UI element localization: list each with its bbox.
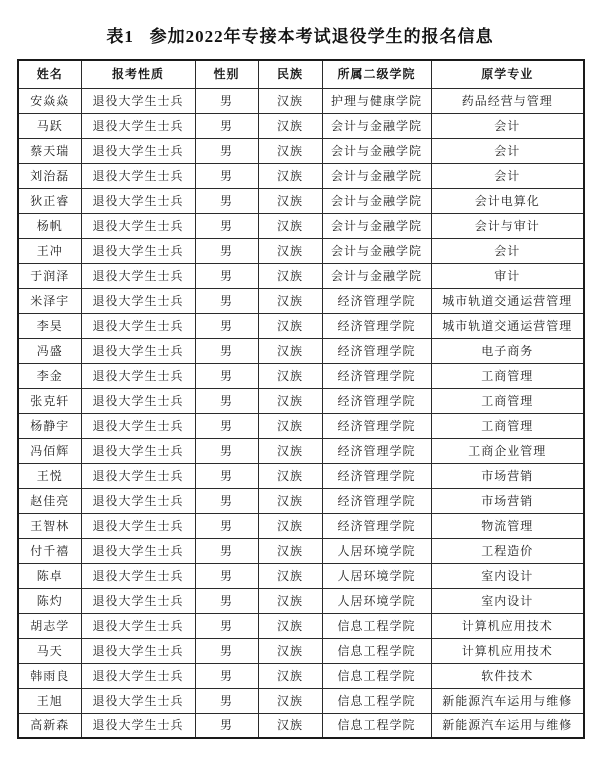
cell-ethnicity: 汉族 [258, 688, 322, 713]
cell-college: 会计与金融学院 [322, 138, 431, 163]
table-body [18, 88, 584, 738]
cell-name: 于润泽 [18, 263, 81, 288]
header-cell-major: 原学专业 [431, 60, 584, 88]
table-row [18, 613, 584, 638]
cell-college: 信息工程学院 [322, 713, 431, 738]
table-row [18, 638, 584, 663]
cell-gender: 男 [195, 238, 258, 263]
cell-original-major: 会计 [431, 163, 584, 188]
cell-original-major: 会计 [431, 238, 584, 263]
cell-original-major: 电子商务 [431, 338, 584, 363]
cell-original-major: 工商管理 [431, 413, 584, 438]
cell-original-major: 会计电算化 [431, 188, 584, 213]
cell-gender: 男 [195, 588, 258, 613]
cell-application-type: 退役大学生士兵 [81, 638, 195, 663]
table-row [18, 338, 584, 363]
cell-college: 会计与金融学院 [322, 263, 431, 288]
header-cell-name: 姓名 [18, 60, 81, 88]
cell-name: 付千禧 [18, 538, 81, 563]
cell-original-major: 工程造价 [431, 538, 584, 563]
table-row [18, 563, 584, 588]
cell-ethnicity: 汉族 [258, 638, 322, 663]
cell-name: 王旭 [18, 688, 81, 713]
cell-ethnicity: 汉族 [258, 113, 322, 138]
cell-original-major: 软件技术 [431, 663, 584, 688]
cell-application-type: 退役大学生士兵 [81, 563, 195, 588]
cell-original-major: 工商企业管理 [431, 438, 584, 463]
cell-gender: 男 [195, 288, 258, 313]
cell-college: 护理与健康学院 [322, 88, 431, 113]
cell-college: 经济管理学院 [322, 488, 431, 513]
cell-ethnicity: 汉族 [258, 413, 322, 438]
cell-application-type: 退役大学生士兵 [81, 363, 195, 388]
cell-application-type: 退役大学生士兵 [81, 413, 195, 438]
table-row [18, 313, 584, 338]
cell-original-major: 室内设计 [431, 588, 584, 613]
cell-gender: 男 [195, 188, 258, 213]
cell-original-major: 城市轨道交通运营管理 [431, 313, 584, 338]
cell-application-type: 退役大学生士兵 [81, 588, 195, 613]
cell-college: 会计与金融学院 [322, 113, 431, 138]
cell-original-major: 会计 [431, 113, 584, 138]
table-row [18, 713, 584, 738]
registration-table [17, 59, 585, 739]
table-row [18, 213, 584, 238]
cell-gender: 男 [195, 338, 258, 363]
cell-gender: 男 [195, 563, 258, 588]
cell-original-major: 药品经营与管理 [431, 88, 584, 113]
cell-original-major: 会计 [431, 138, 584, 163]
table-row [18, 413, 584, 438]
cell-gender: 男 [195, 113, 258, 138]
cell-application-type: 退役大学生士兵 [81, 88, 195, 113]
cell-application-type: 退役大学生士兵 [81, 463, 195, 488]
cell-name: 冯盛 [18, 338, 81, 363]
cell-original-major: 计算机应用技术 [431, 638, 584, 663]
table-row [18, 238, 584, 263]
table-row [18, 488, 584, 513]
cell-application-type: 退役大学生士兵 [81, 213, 195, 238]
cell-gender: 男 [195, 638, 258, 663]
cell-college: 信息工程学院 [322, 688, 431, 713]
cell-ethnicity: 汉族 [258, 313, 322, 338]
cell-name: 杨静宇 [18, 413, 81, 438]
table-row [18, 588, 584, 613]
cell-college: 人居环境学院 [322, 563, 431, 588]
cell-application-type: 退役大学生士兵 [81, 163, 195, 188]
cell-college: 经济管理学院 [322, 363, 431, 388]
cell-name: 米泽宇 [18, 288, 81, 313]
cell-gender: 男 [195, 413, 258, 438]
cell-ethnicity: 汉族 [258, 463, 322, 488]
cell-college: 会计与金融学院 [322, 163, 431, 188]
cell-ethnicity: 汉族 [258, 388, 322, 413]
cell-application-type: 退役大学生士兵 [81, 388, 195, 413]
table-row [18, 88, 584, 113]
cell-college: 经济管理学院 [322, 313, 431, 338]
cell-application-type: 退役大学生士兵 [81, 338, 195, 363]
cell-gender: 男 [195, 363, 258, 388]
table-row [18, 463, 584, 488]
cell-ethnicity: 汉族 [258, 488, 322, 513]
cell-gender: 男 [195, 513, 258, 538]
cell-name: 蔡天瑞 [18, 138, 81, 163]
table-row [18, 688, 584, 713]
cell-ethnicity: 汉族 [258, 238, 322, 263]
cell-original-major: 城市轨道交通运营管理 [431, 288, 584, 313]
cell-name: 刘治磊 [18, 163, 81, 188]
header-cell-ethnic: 民族 [258, 60, 322, 88]
cell-college: 人居环境学院 [322, 538, 431, 563]
cell-college: 经济管理学院 [322, 463, 431, 488]
cell-college: 经济管理学院 [322, 388, 431, 413]
cell-college: 经济管理学院 [322, 288, 431, 313]
cell-college: 经济管理学院 [322, 413, 431, 438]
cell-college: 经济管理学院 [322, 513, 431, 538]
table-row [18, 388, 584, 413]
cell-college: 信息工程学院 [322, 638, 431, 663]
cell-college: 会计与金融学院 [322, 238, 431, 263]
cell-gender: 男 [195, 138, 258, 163]
cell-gender: 男 [195, 388, 258, 413]
cell-gender: 男 [195, 613, 258, 638]
cell-original-major: 计算机应用技术 [431, 613, 584, 638]
cell-ethnicity: 汉族 [258, 438, 322, 463]
cell-college: 会计与金融学院 [322, 188, 431, 213]
cell-gender: 男 [195, 88, 258, 113]
cell-original-major: 市场营销 [431, 488, 584, 513]
cell-name: 王智林 [18, 513, 81, 538]
table-row [18, 188, 584, 213]
cell-application-type: 退役大学生士兵 [81, 713, 195, 738]
cell-application-type: 退役大学生士兵 [81, 188, 195, 213]
cell-application-type: 退役大学生士兵 [81, 488, 195, 513]
cell-original-major: 工商管理 [431, 363, 584, 388]
cell-name: 陈灼 [18, 588, 81, 613]
cell-name: 赵佳亮 [18, 488, 81, 513]
table-row [18, 538, 584, 563]
cell-name: 王悦 [18, 463, 81, 488]
cell-ethnicity: 汉族 [258, 138, 322, 163]
cell-original-major: 新能源汽车运用与维修 [431, 713, 584, 738]
cell-ethnicity: 汉族 [258, 538, 322, 563]
cell-name: 马跃 [18, 113, 81, 138]
cell-name: 李金 [18, 363, 81, 388]
cell-ethnicity: 汉族 [258, 338, 322, 363]
table-row [18, 288, 584, 313]
cell-ethnicity: 汉族 [258, 613, 322, 638]
cell-original-major: 物流管理 [431, 513, 584, 538]
cell-application-type: 退役大学生士兵 [81, 663, 195, 688]
cell-name: 陈卓 [18, 563, 81, 588]
cell-name: 胡志学 [18, 613, 81, 638]
cell-name: 安焱焱 [18, 88, 81, 113]
cell-ethnicity: 汉族 [258, 563, 322, 588]
cell-gender: 男 [195, 438, 258, 463]
cell-ethnicity: 汉族 [258, 663, 322, 688]
cell-ethnicity: 汉族 [258, 588, 322, 613]
cell-application-type: 退役大学生士兵 [81, 313, 195, 338]
cell-ethnicity: 汉族 [258, 163, 322, 188]
cell-application-type: 退役大学生士兵 [81, 138, 195, 163]
table-row [18, 263, 584, 288]
cell-application-type: 退役大学生士兵 [81, 288, 195, 313]
cell-gender: 男 [195, 538, 258, 563]
table-row [18, 438, 584, 463]
cell-ethnicity: 汉族 [258, 713, 322, 738]
table-row [18, 138, 584, 163]
cell-original-major: 会计与审计 [431, 213, 584, 238]
cell-ethnicity: 汉族 [258, 513, 322, 538]
cell-original-major: 新能源汽车运用与维修 [431, 688, 584, 713]
cell-name: 高新森 [18, 713, 81, 738]
cell-application-type: 退役大学生士兵 [81, 113, 195, 138]
header-cell-gender: 性别 [195, 60, 258, 88]
cell-gender: 男 [195, 213, 258, 238]
cell-application-type: 退役大学生士兵 [81, 438, 195, 463]
table-row [18, 663, 584, 688]
table-row [18, 363, 584, 388]
cell-application-type: 退役大学生士兵 [81, 263, 195, 288]
cell-ethnicity: 汉族 [258, 363, 322, 388]
cell-application-type: 退役大学生士兵 [81, 538, 195, 563]
cell-college: 信息工程学院 [322, 663, 431, 688]
cell-application-type: 退役大学生士兵 [81, 613, 195, 638]
cell-college: 人居环境学院 [322, 588, 431, 613]
cell-name: 马天 [18, 638, 81, 663]
header-cell-college: 所属二级学院 [322, 60, 431, 88]
cell-ethnicity: 汉族 [258, 188, 322, 213]
cell-ethnicity: 汉族 [258, 213, 322, 238]
page-title: 表1 参加2022年专接本考试退役学生的报名信息 [106, 27, 494, 46]
cell-application-type: 退役大学生士兵 [81, 688, 195, 713]
cell-name: 杨帆 [18, 213, 81, 238]
cell-name: 韩雨良 [18, 663, 81, 688]
table-row [18, 513, 584, 538]
cell-original-major: 审计 [431, 263, 584, 288]
cell-name: 张克轩 [18, 388, 81, 413]
cell-gender: 男 [195, 463, 258, 488]
cell-gender: 男 [195, 663, 258, 688]
cell-name: 李昊 [18, 313, 81, 338]
cell-ethnicity: 汉族 [258, 88, 322, 113]
cell-application-type: 退役大学生士兵 [81, 513, 195, 538]
cell-college: 会计与金融学院 [322, 213, 431, 238]
table-row [18, 163, 584, 188]
cell-original-major: 市场营销 [431, 463, 584, 488]
cell-original-major: 工商管理 [431, 388, 584, 413]
header-row [18, 60, 584, 88]
cell-college: 经济管理学院 [322, 338, 431, 363]
cell-ethnicity: 汉族 [258, 263, 322, 288]
cell-gender: 男 [195, 313, 258, 338]
cell-gender: 男 [195, 263, 258, 288]
cell-gender: 男 [195, 163, 258, 188]
cell-ethnicity: 汉族 [258, 288, 322, 313]
cell-name: 冯佰辉 [18, 438, 81, 463]
cell-gender: 男 [195, 713, 258, 738]
cell-name: 狄正睿 [18, 188, 81, 213]
header-cell-type: 报考性质 [81, 60, 195, 88]
cell-application-type: 退役大学生士兵 [81, 238, 195, 263]
cell-name: 王冲 [18, 238, 81, 263]
table-row [18, 113, 584, 138]
cell-gender: 男 [195, 488, 258, 513]
cell-original-major: 室内设计 [431, 563, 584, 588]
cell-gender: 男 [195, 688, 258, 713]
cell-college: 经济管理学院 [322, 438, 431, 463]
cell-college: 信息工程学院 [322, 613, 431, 638]
